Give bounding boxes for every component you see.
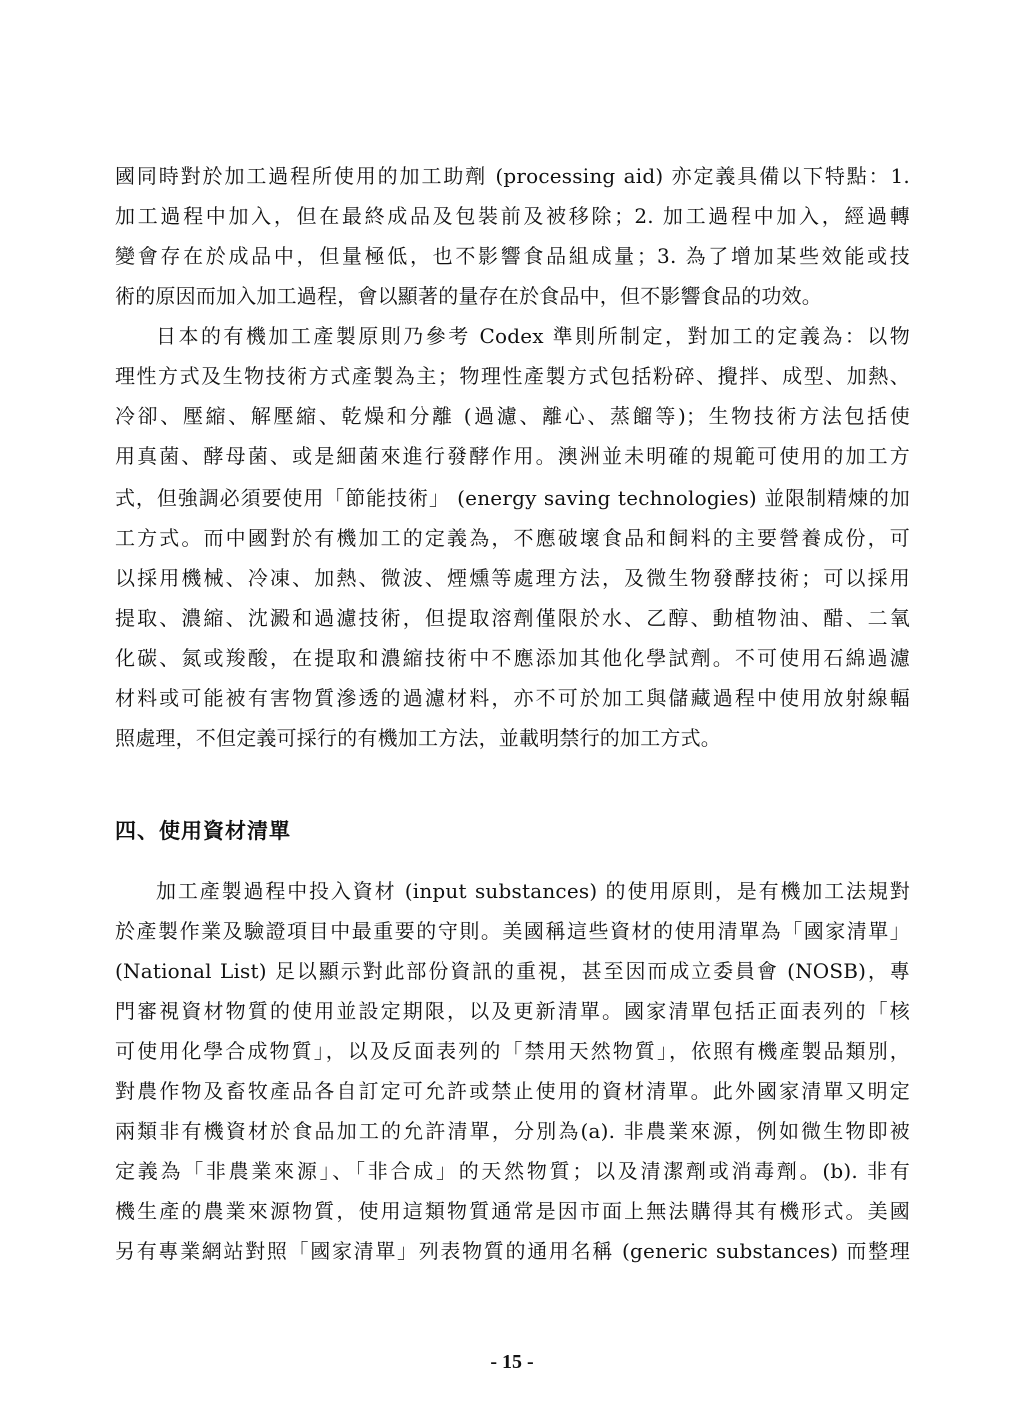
text-line: 式，但強調必須要使用「節能技術」 (energy saving technologies) 並限制精煉的加 (115, 486, 910, 510)
text-line: 工方式。而中國對於有機加工的定義為，不應破壞食品和飼料的主要營養成份，可 (115, 526, 910, 550)
text-line: 定義為「非農業來源」、「非合成」的天然物質；以及清潔劑或消毒劑。(b). 非有 (115, 1159, 910, 1183)
text-line: 提取、濃縮、沈澱和過濾技術，但提取溶劑僅限於水、乙醇、動植物油、醋、二氧 (115, 606, 910, 630)
text-line: 變會存在於成品中，但量極低，也不影響食品組成量；3. 為了增加某些效能或技 (115, 244, 910, 268)
text-line: 機生產的農業來源物質，使用這類物質通常是因市面上無法購得其有機形式。美國 (115, 1199, 910, 1223)
section-heading: 四、使用資材清單 (115, 819, 291, 843)
text-line: 於產製作業及驗證項目中最重要的守則。美國稱這些資材的使用清單為「國家清單」 (115, 919, 910, 943)
text-line: 可使用化學合成物質」，以及反面表列的「禁用天然物質」，依照有機產製品類別， (115, 1039, 910, 1063)
page-number: - 15 - (490, 1351, 534, 1373)
text-line: 國同時對於加工過程所使用的加工助劑 (processing aid) 亦定義具備以下特點：1. (115, 164, 910, 188)
text-line: 以採用機械、冷凍、加熱、微波、煙燻等處理方法，及微生物發酵技術；可以採用 (115, 566, 910, 590)
text-line: 加工過程中加入，但在最終成品及包裝前及被移除；2. 加工過程中加入，經過轉 (115, 204, 910, 228)
text-line: 另有專業網站對照「國家清單」列表物質的通用名稱 (generic substances) 而整理 (115, 1239, 910, 1263)
text-line: 化碳、氮或羧酸，在提取和濃縮技術中不應添加其他化學試劑。不可使用石綿過濾 (115, 646, 910, 670)
text-line: 用真菌、酵母菌、或是細菌來進行發酵作用。澳洲並未明確的規範可使用的加工方 (115, 444, 910, 468)
text-line: (National List) 足以顯示對此部份資訊的重視，甚至因而成立委員會 (NOSB)，專 (115, 959, 910, 983)
text-line: 術的原因而加入加工過程，會以顯著的量存在於食品中，但不影響食品的功效。 (115, 284, 822, 308)
text-line: 材料或可能被有害物質滲透的過濾材料，亦不可於加工與儲藏過程中使用放射線輻 (115, 686, 910, 710)
text-line: 理性方式及生物技術方式產製為主；物理性產製方式包括粉碎、攪拌、成型、加熱、 (115, 364, 910, 388)
text-line: 門審視資材物質的使用並設定期限，以及更新清單。國家清單包括正面表列的「核 (115, 999, 910, 1023)
text-line: 冷卻、壓縮、解壓縮、乾燥和分離 (過濾、離心、蒸餾等)；生物技術方法包括使 (115, 404, 910, 428)
text-line: 兩類非有機資材於食品加工的允許清單，分別為(a). 非農業來源，例如微生物即被 (115, 1119, 910, 1143)
text-line: 照處理，不但定義可採行的有機加工方法，並載明禁行的加工方式。 (115, 726, 721, 750)
text-line: 對農作物及畜牧產品各自訂定可允許或禁止使用的資材清單。此外國家清單又明定 (115, 1079, 910, 1103)
text-line: 日本的有機加工產製原則乃參考 Codex 準則所制定，對加工的定義為：以物 (156, 324, 910, 348)
text-line: 加工產製過程中投入資材 (input substances) 的使用原則，是有機加工法規對 (156, 879, 910, 903)
